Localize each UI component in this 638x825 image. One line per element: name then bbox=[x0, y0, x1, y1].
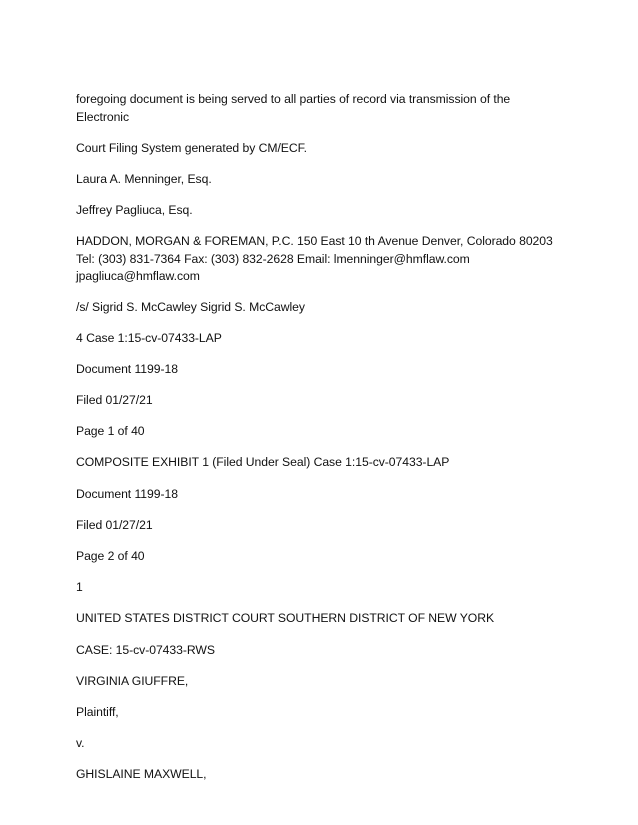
signature-line: /s/ Sigrid S. McCawley Sigrid S. McCawley bbox=[76, 299, 305, 314]
attorney-name-menninger: Laura A. Menninger, Esq. bbox=[76, 171, 212, 186]
page-count-line: Page 1 of 40 bbox=[76, 424, 145, 439]
defendant-name: GHISLAINE MAXWELL, bbox=[76, 767, 207, 782]
law-firm-contact-block: HADDON, MORGAN & FOREMAN, P.C. 150 East 10 th Avenue Denver, Colorado 80203 Tel: (303) 831-7364 Fax: (303) 832-2628 Email: lmenninger@hmflaw.com jpagliuca@hmflaw.com bbox=[76, 234, 553, 283]
filed-date-line: Filed 01/27/21 bbox=[76, 393, 153, 408]
service-statement-line: foregoing document is being served to all parties of record via transmission of the Electronic bbox=[76, 92, 511, 124]
court-name: UNITED STATES DISTRICT COURT SOUTHERN DISTRICT OF NEW YORK bbox=[76, 611, 495, 626]
exhibit-heading-line: COMPOSITE EXHIBIT 1 (Filed Under Seal) Case 1:15-cv-07433-LAP bbox=[76, 455, 450, 470]
case-number-line: 4 Case 1:15-cv-07433-LAP bbox=[76, 330, 222, 345]
service-statement-continuation: Court Filing System generated by CM/ECF. bbox=[76, 140, 308, 155]
filed-date-line-2: Filed 01/27/21 bbox=[76, 517, 153, 532]
document-number-line-2: Document 1199-18 bbox=[76, 486, 178, 501]
plaintiff-label: Plaintiff, bbox=[76, 704, 119, 719]
case-identifier: CASE: 15-cv-07433-RWS bbox=[76, 642, 215, 657]
document-number-line: Document 1199-18 bbox=[76, 361, 178, 376]
versus-label: v. bbox=[76, 736, 85, 751]
page-count-line-2: Page 2 of 40 bbox=[76, 549, 145, 564]
plaintiff-name: VIRGINIA GIUFFRE, bbox=[76, 673, 189, 688]
attorney-name-pagliuca: Jeffrey Pagliuca, Esq. bbox=[76, 203, 193, 218]
document-body bbox=[76, 91, 566, 798]
page-number: 1 bbox=[76, 580, 83, 595]
